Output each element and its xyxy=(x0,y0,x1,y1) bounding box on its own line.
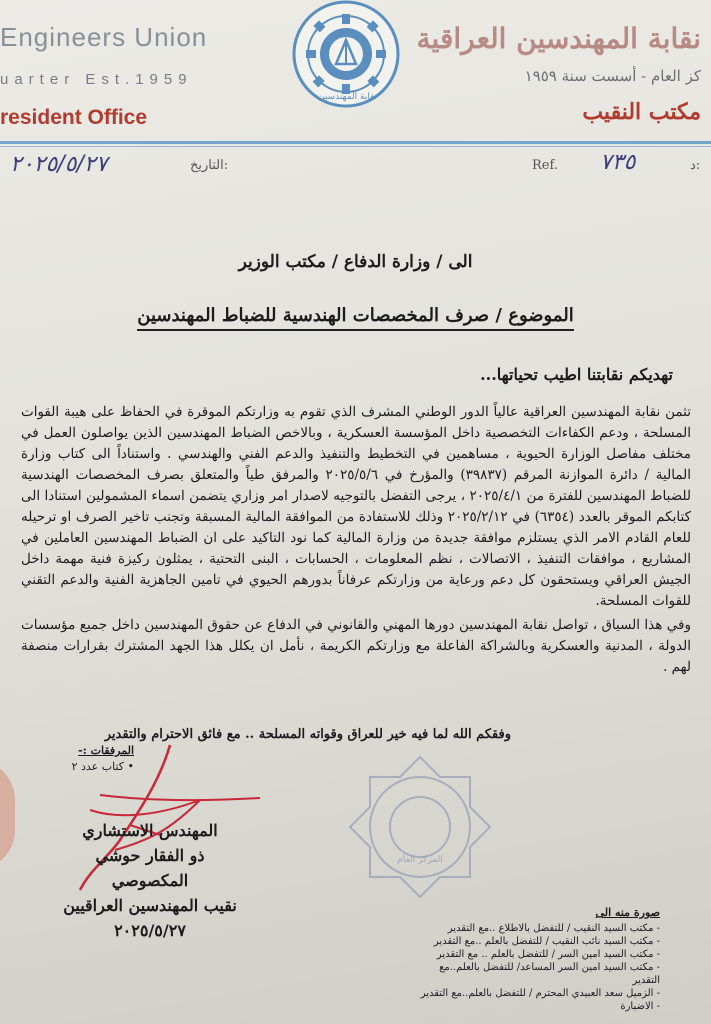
cc-list xyxy=(420,906,660,1013)
cc-item: - مكتب السيد النقيب / للتفضل بالاطلاع ..مع التقدير xyxy=(447,923,660,934)
header-arabic xyxy=(417,22,701,125)
cc-item: - مكتب السيد نائب النقيب / للتفضل بالعلم ..مع التقدير xyxy=(433,936,660,947)
union-name-ar: نقابة المهندسين العراقية xyxy=(416,22,701,55)
thumb-shadow xyxy=(0,760,15,870)
logo-caption: نقابة المهندسين xyxy=(318,92,378,102)
date-label: التاريخ: xyxy=(190,158,229,173)
signatory-position: نقيب المهندسين العراقيين xyxy=(63,896,237,915)
union-name-en: Engineers Union xyxy=(0,22,208,52)
closing-line: وفقكم الله لما فيه خير للعراق وقواته المسلحة .. مع فائق الاحترام والتقدير xyxy=(104,727,511,742)
attachments-label: المرفقات :- xyxy=(78,744,134,757)
signatory-name: ذو الفقار حوشي المكصوصي xyxy=(95,846,205,890)
ref-label: Ref. xyxy=(532,158,558,173)
cc-item: - الاضبارة xyxy=(620,1001,660,1012)
greeting: تهديكم نقابتنا اطيب تحياتها... xyxy=(480,365,673,384)
body-paragraph-2: وفي هذا السياق ، تواصل نقابة المهندسين دورها المهني والقانوني في الدفاع عن حقوق المهندسين داخل جميع مؤسسات الدولة ، المدنية والعسكرية وبالشراكة الفاعلة مع وزارتكم الكريمة ، نأمل ان يكلل هذا الجهد المشترك بقرارات منصفة لهم . xyxy=(21,617,691,675)
office-name-en: resident Office xyxy=(0,106,148,129)
date-value-handwritten: ٢٠٢٥/٥/٢٧ xyxy=(10,152,108,177)
header-english xyxy=(0,22,207,130)
cc-item: - مكتب السيد امين السر المساعد/ للتفضل بالعلم..مع التقدير xyxy=(439,962,660,986)
signature-date: ٢٠٢٥/٥/٢٧ xyxy=(114,921,186,940)
office-name-ar: مكتب النقيب xyxy=(582,99,701,125)
signatory-title: المهندس الاستشاري xyxy=(82,821,218,840)
cc-item: - مكتب السيد امين السر / للتفضل بالعلم .. مع التقدير xyxy=(436,949,660,960)
ref-value-handwritten: ٧٣٥ xyxy=(600,150,636,175)
header-rule xyxy=(0,141,711,144)
number-label: د: xyxy=(690,158,701,173)
union-hq-ar: كز العام - أسست سنة ١٩٥٩ xyxy=(524,67,701,85)
svg-text:المركز العام: المركز العام xyxy=(397,855,443,865)
body-paragraph-1: تثمن نقابة المهندسين العراقية عالياً الدور الوطني المشرف الذي تقوم به وزارتكم الموقرة في الحفاظ على هيبة القوات المسلحة ، ودعم الكفاءات التخصصية داخل المؤسسة العسكرية ، وبالاخص الضباط المهندسين الذين يواصلون العمل في مختلف مفاصل الوزارة الحيوية ، مساهمين في التخطيط والتنفيذ والدعم الفني والهندسي . واستناداً الى كتاب وزارة المالية / دائرة الموازنة المرقم (٣٩٨٣٧) والمؤرخ في ٢٠٢٥/٥/٦ والمرفق طياً والمتعلق بصرف المخصصات الهندسية للضباط المهندسين للفترة من ٢٠٢٥/٤/١ ، يرجى التفضل بالتوجيه لاصدار امر وزاري يتضمن اسماء المشمولين استنادا الى كتابكم الموقر بالعدد (٦٣٥٤) في ٢٠٢٥/٢/١٢ وذلك للاستفادة من الموافقة المالية المسبقة وتجنب تاخير الصرف او ترحيله للعام القادم الامر الذي يستلزم موافقة جديدة من وزارة المالية كما نود التاكيد على ان الضباط المهندسين العاملين في المشاريع ، موافقات التنفيذ ، الاتصالات ، نظم المعلومات ، الحسابات ، البنى التحتية ، يمثلون ركيزة فنية مهمة داخل الجيش العراقي ويستحقون كل دعم ورعاية من وزارتكم عرفاناً بدورهم الحيوي في تامين الجاهزية الفنية والدعم التقني للقوات المسلحة. xyxy=(21,404,691,609)
cc-title: صورة منه الى xyxy=(595,906,660,919)
union-hq-en: uarter Est.1959 xyxy=(0,71,193,88)
header-rule-thin xyxy=(0,146,711,147)
recipient-line: الى / وزارة الدفاع / مكتب الوزير xyxy=(238,252,473,272)
signature-block xyxy=(60,818,240,943)
attachments-item: • كتاب عدد ٢ xyxy=(71,760,134,773)
subject-line: الموضوع / صرف المخصصات الهندسية للضباط المهندسين xyxy=(0,305,711,326)
cc-item: - الزميل سعد العبيدي المحترم / للتفضل بالعلم..مع التقدير xyxy=(420,988,660,999)
official-stamp-icon xyxy=(345,752,495,902)
